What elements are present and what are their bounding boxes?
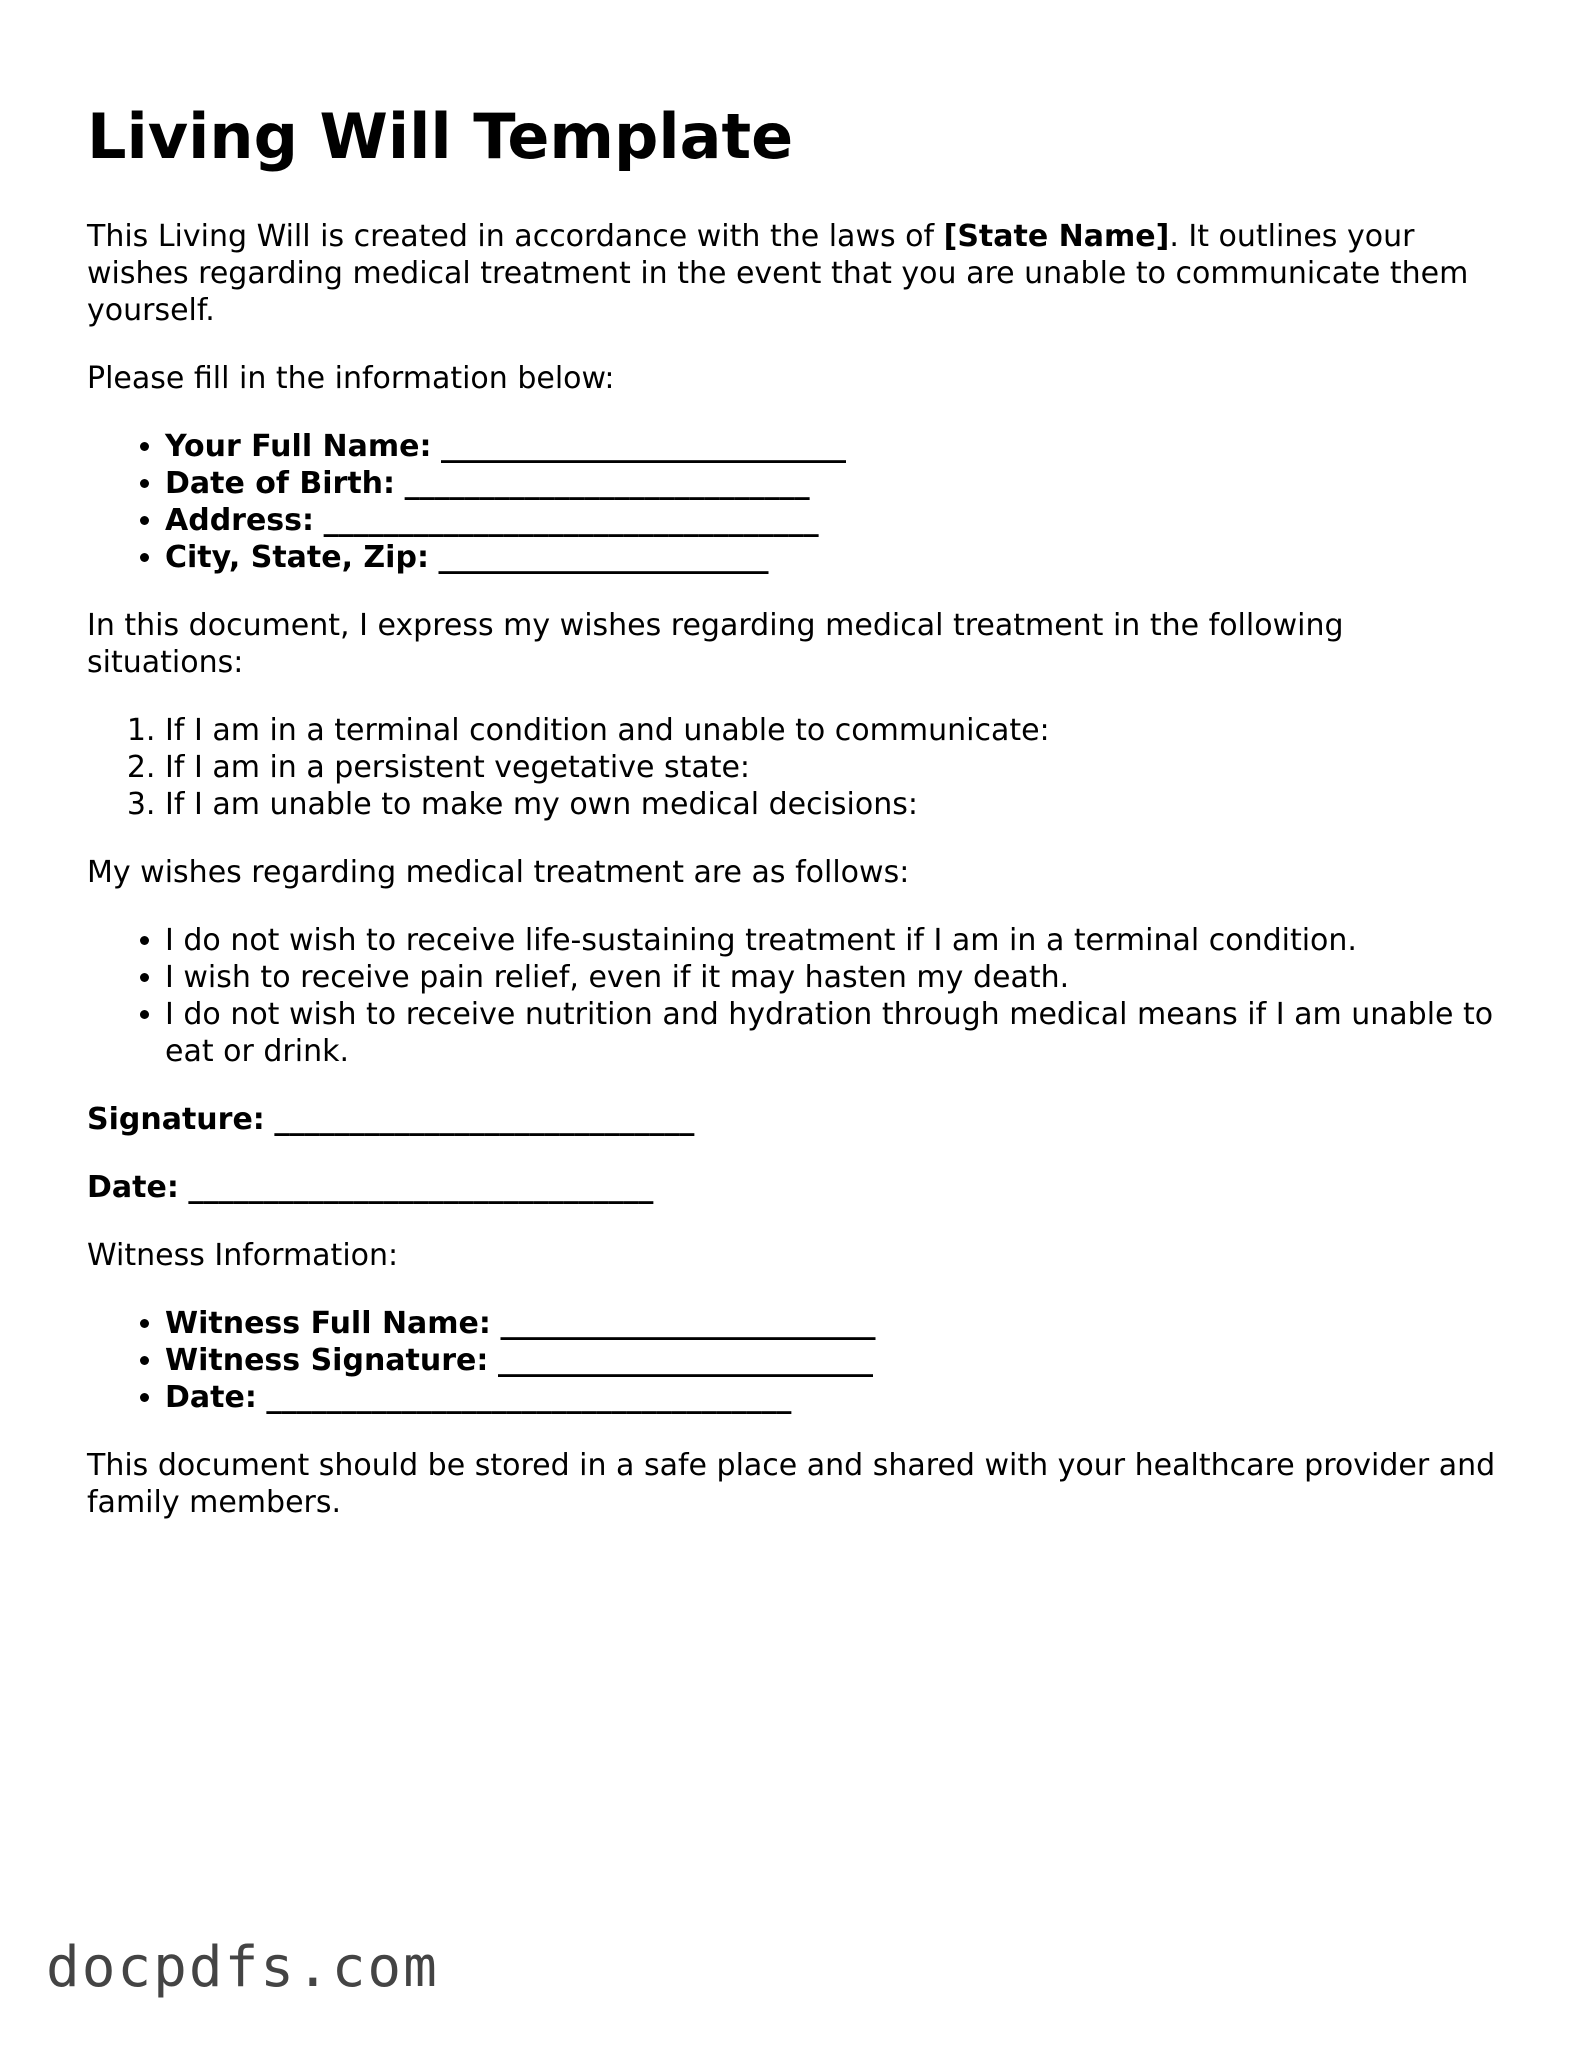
- witness-intro: Witness Information:: [87, 1238, 399, 1274]
- witness-name-field[interactable]: _________________________: [500, 1306, 876, 1342]
- list-item: [165, 539, 1497, 576]
- intro-text-before: This Living Will is created in accordance with the laws of: [87, 219, 944, 255]
- wish-item: • I do not wish to receive life-sustaining treatment if I am in a terminal condition.: [165, 922, 1497, 959]
- situations-intro: In this document, I express my wishes regarding medical treatment in the following situations:: [87, 608, 1344, 681]
- situation-item: 2. If I am in a persistent vegetative state:: [165, 749, 1497, 786]
- wish-item: • I do not wish to receive nutrition and hydration through medical means if I am unable to eat or drink.: [165, 996, 1497, 1070]
- situations-list: [87, 712, 1497, 823]
- wishes-intro: My wishes regarding medical treatment are as follows:: [87, 855, 910, 891]
- list-item: [165, 465, 1497, 502]
- city-state-zip-field[interactable]: ______________________: [438, 540, 769, 576]
- date-row: [87, 1169, 1497, 1206]
- witness-list: [87, 1305, 1497, 1416]
- date-label: Date:: [87, 1170, 179, 1206]
- witness-signature-field[interactable]: _________________________: [497, 1343, 873, 1379]
- full-name-field[interactable]: ___________________________: [441, 429, 847, 465]
- watermark-logo: docpdfs.com: [46, 1935, 439, 2000]
- list-item: [165, 428, 1497, 465]
- list-item: [165, 502, 1497, 539]
- wishes-list: [87, 922, 1497, 1070]
- address-label: Address:: [165, 503, 315, 539]
- full-name-label: Your Full Name:: [165, 429, 432, 465]
- intro-text-after: . It outlines your wishes regarding medical treatment in the event that you are unable to communicate them yourself.: [87, 219, 1469, 329]
- list-item: [165, 1342, 1497, 1379]
- address-field[interactable]: _________________________________: [323, 503, 819, 539]
- witness-signature-label: Witness Signature:: [165, 1343, 489, 1379]
- situation-item: 1. If I am in a terminal condition and unable to communicate:: [165, 712, 1497, 749]
- witness-date-label: Date:: [165, 1380, 257, 1416]
- dob-label: Date of Birth:: [165, 466, 396, 502]
- signature-label: Signature:: [87, 1102, 265, 1138]
- signature-row: [87, 1101, 1497, 1138]
- witness-name-label: Witness Full Name:: [165, 1306, 491, 1342]
- date-field[interactable]: _______________________________: [188, 1170, 654, 1206]
- situation-item: 3. If I am unable to make my own medical decisions:: [165, 786, 1497, 823]
- state-name-placeholder: [State Name]: [943, 219, 1170, 255]
- list-item: [165, 1305, 1497, 1342]
- closing-paragraph: This document should be stored in a safe place and shared with your healthcare provider and family members.: [87, 1448, 1496, 1521]
- dob-field[interactable]: ___________________________: [404, 466, 810, 502]
- signature-field[interactable]: ____________________________: [274, 1102, 695, 1138]
- city-state-zip-label: City, State, Zip:: [165, 540, 429, 576]
- wish-item: • I wish to receive pain relief, even if it may hasten my death.: [165, 959, 1497, 996]
- fill-prompt: Please fill in the information below:: [87, 361, 615, 397]
- witness-date-field[interactable]: ___________________________________: [266, 1380, 792, 1416]
- intro-paragraph: [87, 218, 1497, 329]
- document-title: Living Will Template: [87, 100, 794, 173]
- list-item: [165, 1379, 1497, 1416]
- document-page: [87, 100, 1497, 1552]
- personal-info-list: [87, 428, 1497, 576]
